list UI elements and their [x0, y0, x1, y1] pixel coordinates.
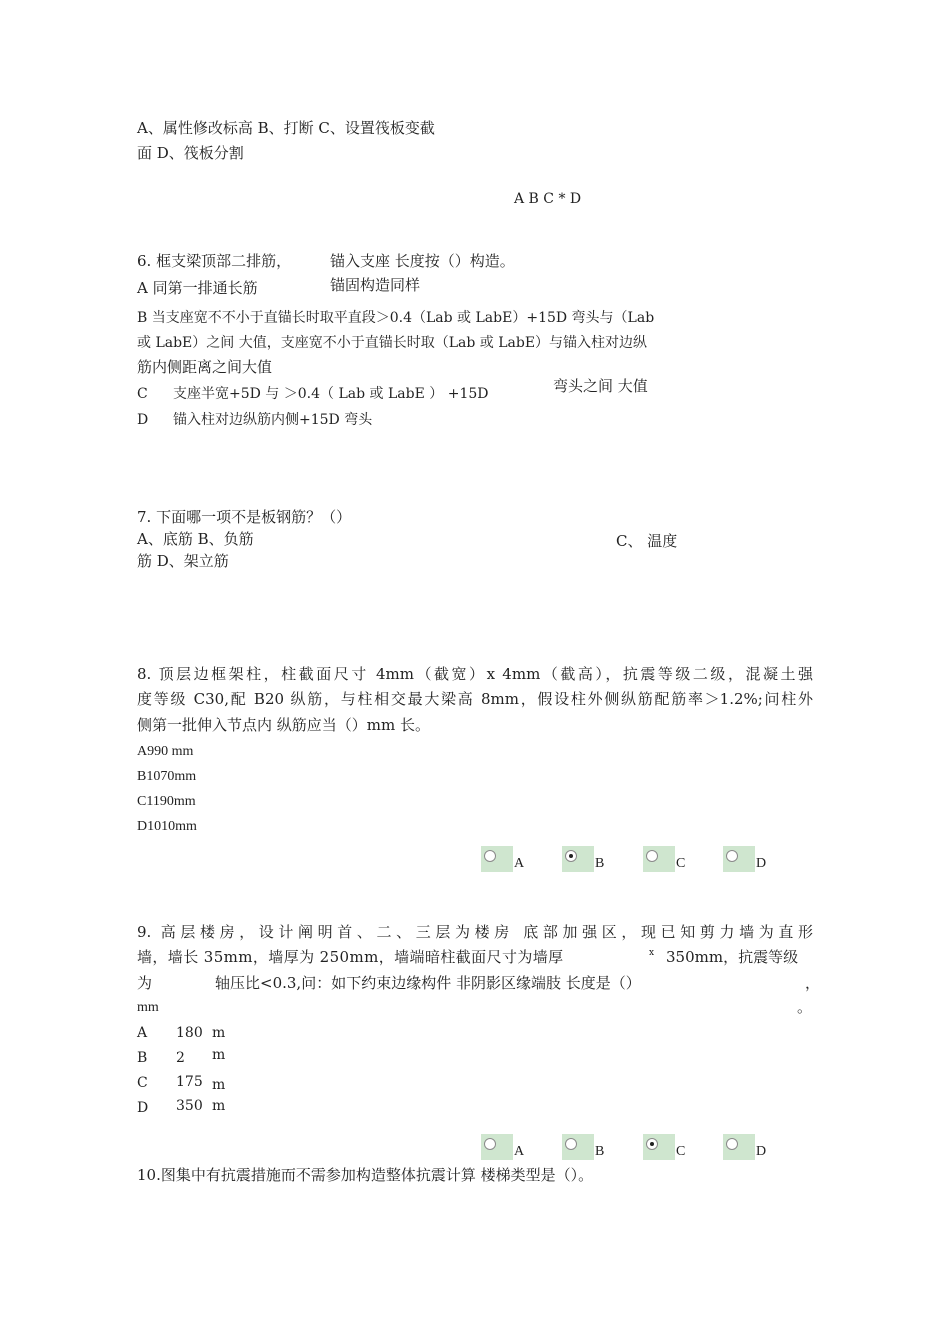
q8-option-a: A990 mm	[137, 744, 194, 759]
q9-option-d-value: 350	[176, 1098, 203, 1114]
radio-circle-icon	[726, 850, 738, 862]
radio-circle-icon	[726, 1138, 738, 1150]
radio-circle-icon	[484, 1138, 496, 1150]
radio-circle-icon	[565, 1138, 577, 1150]
radio-selected-icon	[646, 1138, 658, 1150]
q6-option-c-tail: 弯头之间 大值	[553, 377, 648, 395]
q6-option-b-line-2: 或 LabE）之间 大值，支座宽不小于直锚长时取（Lab 或 LabE）与锚入柱对边纵	[137, 335, 648, 351]
q7-options-line-1: A、底筋 B、负筋	[137, 530, 254, 548]
q9-radio-b[interactable]	[562, 1134, 594, 1160]
q8-stem-line-2: 度等级 C30,配 B20 纵筋，与柱相交最大梁高 8mm，假设柱外侧纵筋配筋率＞1.2%;问柱外	[137, 690, 813, 708]
q9-radio-a[interactable]	[481, 1134, 513, 1160]
q8-option-c: C1190mm	[137, 794, 196, 809]
q7-options-line-1-right: C、 温度	[616, 532, 678, 550]
q6-option-d-text: 锚入柱对边纵筋内侧+15D 弯头	[173, 412, 373, 428]
q6-option-d-label: D	[137, 412, 149, 428]
q9-option-b-value: 2	[176, 1050, 185, 1066]
q6-option-a: A 同第一排通长筋	[137, 279, 258, 297]
q8-radio-d-label: D	[756, 856, 767, 871]
q8-stem-line-1: 8. 顶层边框架柱，柱截面尺寸 4mm（截宽）x 4mm（截高），抗震等级二级，混凝土强	[137, 665, 813, 683]
q9-radio-b-label: B	[595, 1144, 605, 1159]
q8-radio-c[interactable]	[643, 846, 675, 872]
q6-option-b-line-1: B 当支座宽不不小于直锚长时取平直段＞0.4（Lab 或 LabE）+15D 弯头与（Lab	[137, 310, 655, 326]
q8-radio-a[interactable]	[481, 846, 513, 872]
q9-stem-line-2x: x	[649, 948, 655, 958]
radio-circle-icon	[484, 850, 496, 862]
q9-stem-line-2b: 350mm，抗震等级	[666, 948, 799, 966]
q7-options-line-2: 筋 D、架立筋	[137, 552, 229, 570]
q8-radio-d[interactable]	[723, 846, 755, 872]
q6-stem-part-2: 锚入支座 长度按（）构造。	[330, 252, 515, 270]
q9-option-d-letter: D	[137, 1100, 149, 1116]
q9-option-b-letter: B	[137, 1050, 148, 1066]
q9-radio-a-label: A	[514, 1144, 525, 1159]
q9-option-c-unit: m	[212, 1077, 226, 1093]
q5-answer: A B C * D	[514, 191, 582, 207]
q5-options-line-2: 面 D、筏板分割	[137, 144, 244, 162]
q8-stem-line-3: 侧第一批伸入节点内 纵筋应当（）mm 长。	[137, 716, 430, 734]
q9-radio-c[interactable]	[643, 1134, 675, 1160]
q8-radio-b-label: B	[595, 856, 605, 871]
q9-option-d-unit: m	[212, 1098, 226, 1114]
q9-stem-line-2a: 墙，墙长 35mm，墙厚为 250mm，墙端暗柱截面尺寸为墙厚	[137, 948, 564, 966]
q9-stem-line-3b: 轴压比<0.3,问：如下约束边缘构件 非阴影区缘端肢 长度是（）	[215, 974, 641, 992]
q8-option-d: D1010mm	[137, 819, 197, 834]
q9-option-c-letter: C	[137, 1075, 148, 1091]
q9-option-a-unit: m	[212, 1025, 226, 1041]
q9-option-c-value: 175	[176, 1074, 203, 1090]
q6-option-c-label: C	[137, 386, 148, 402]
q9-radio-d[interactable]	[723, 1134, 755, 1160]
q7-stem: 7. 下面哪一项不是板钢筋？（）	[137, 508, 352, 526]
q5-options-line-1: A、属性修改标高 B、打断 C、设置筏板变截	[137, 119, 435, 137]
q9-option-a-value: 180	[176, 1025, 203, 1041]
q8-radio-b[interactable]	[562, 846, 594, 872]
q6-option-c-text: 支座半宽+5D 与 ＞0.4（ Lab 或 LabE ） +15D	[173, 386, 489, 402]
q10-stem: 10.图集中有抗震措施而不需参加构造整体抗震计算 楼梯类型是（）。	[137, 1166, 594, 1184]
q9-stem-line-3a: 为	[137, 974, 153, 992]
q9-stem-line-3c: ，	[805, 974, 821, 992]
q9-stem-line-1: 9. 高层楼房，设计阐明首、二、三层为楼房 底部加强区，现已知剪力墙为直形	[137, 923, 813, 941]
q9-stem-line-4a: mm	[137, 1000, 159, 1015]
q6-option-b-line-3: 筋内侧距离之间大值	[137, 358, 273, 376]
q6-stem-part-1: 6. 框支梁顶部二排筋，	[137, 252, 292, 270]
q6-option-a-tail: 锚固构造同样	[330, 276, 421, 294]
q9-option-b-unit: m	[212, 1047, 226, 1063]
q8-option-b: B1070mm	[137, 769, 197, 784]
q9-radio-d-label: D	[756, 1144, 767, 1159]
q9-radio-c-label: C	[676, 1144, 686, 1159]
q9-stem-line-4b: 。	[797, 998, 813, 1016]
q8-radio-c-label: C	[676, 856, 686, 871]
q8-radio-a-label: A	[514, 856, 525, 871]
q9-option-a-letter: A	[137, 1025, 148, 1041]
radio-selected-icon	[565, 850, 577, 862]
radio-circle-icon	[646, 850, 658, 862]
